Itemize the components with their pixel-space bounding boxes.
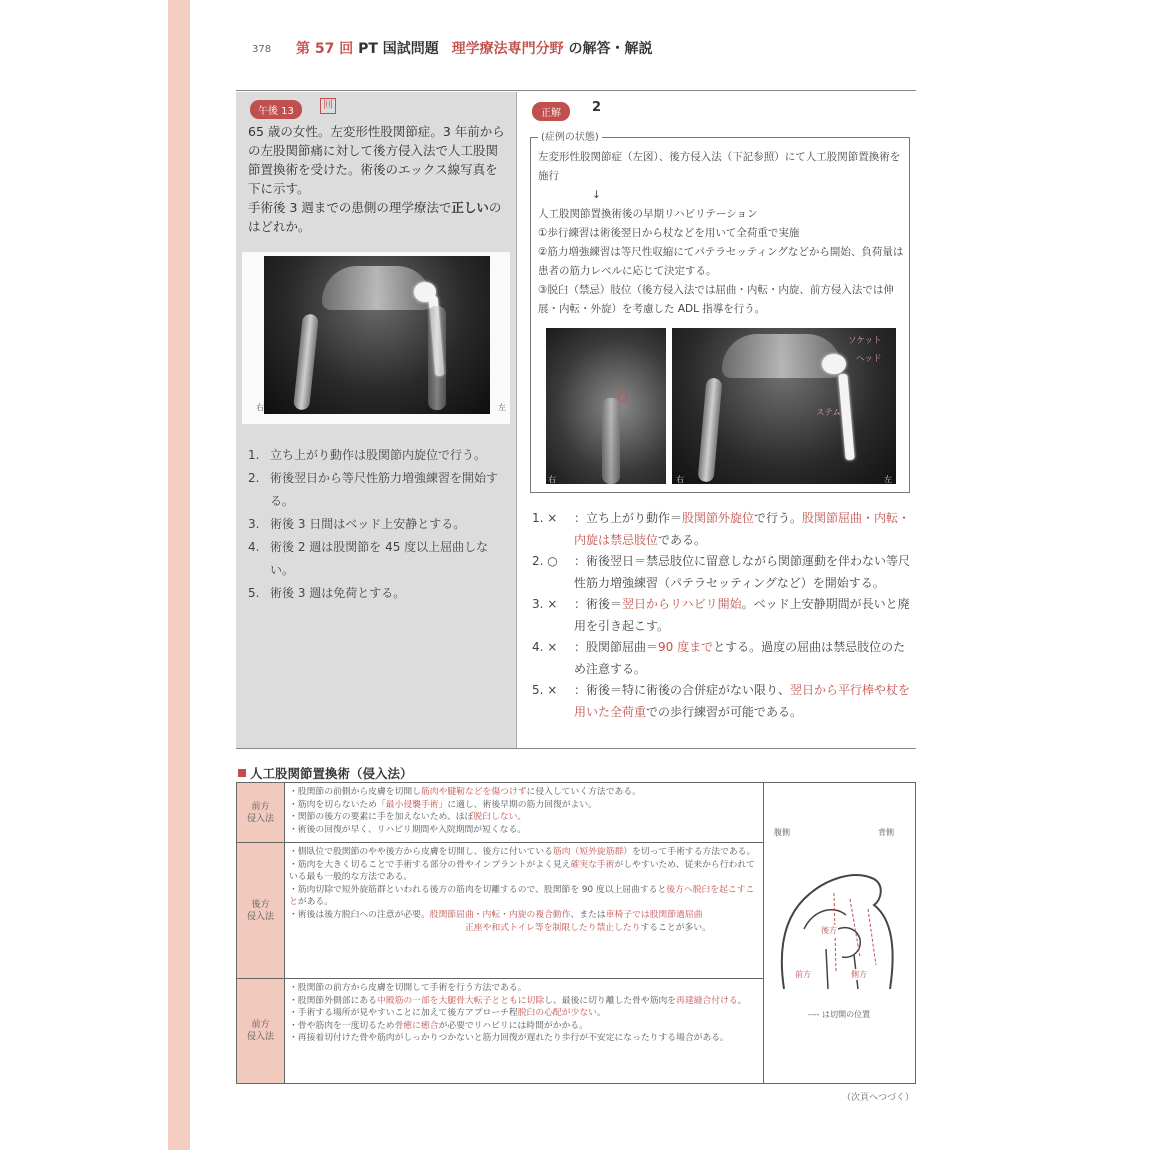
option-number: 2.	[248, 471, 260, 485]
diagram-label-anterior: 前方	[795, 970, 811, 979]
explanation-item	[528, 508, 912, 551]
bullet-square-icon	[238, 769, 246, 777]
row-line: ・筋肉を大きく切ることで手術する部分の骨やインプラントがよく見え確実な手術がしやすいため、従来から行われている最も一般的な方法である。	[289, 859, 755, 883]
option-text: 術後 2 週は股関節を 45 度以上屈曲しない。	[270, 540, 489, 577]
row-line: 正座や和式トイレ等を制限したり禁止したりすることが多い。	[465, 922, 711, 933]
option-list	[248, 444, 510, 605]
question-prompt-em: 正しい	[451, 200, 489, 215]
diagram-label-posterior: 後方	[821, 926, 837, 935]
xray-femur	[602, 398, 620, 484]
explanation-text: ：術後＝特に術後の合併症がない限り、翌日から平行棒や杖を用いた全荷重での歩行練習が可能である。	[574, 683, 911, 719]
case-text	[538, 148, 904, 319]
explanation-number: 2. ○	[532, 554, 558, 568]
explanation-text: ：立ち上がり動作＝股関節外旋位で行う。股関節屈曲・内転・内旋は禁忌肢位である。	[574, 511, 911, 547]
xray-film	[264, 256, 490, 414]
option-number: 3.	[248, 517, 260, 531]
question-badge: 午後 13	[250, 100, 302, 119]
row-line: ・骨や筋肉を一度切るため骨癒に癒合が必要でリハビリには時間がかかる。	[289, 1020, 588, 1031]
row-body	[289, 846, 761, 934]
case-line: 人工股関節置換術後の早期リハビリテーション	[538, 208, 758, 220]
xray-implant-head	[822, 354, 846, 374]
question-mark: 回	[320, 98, 336, 114]
header-exam: PT 国試問題	[358, 41, 439, 57]
option-text: 術後 3 日間はベッド上安静とする。	[270, 517, 466, 531]
question-xray	[242, 252, 510, 424]
question-body: 65 歳の女性。左変形性股関節症。3 年前からの左股関節痛に対して後方侵入法で人工股関節置換術を受けた。術後のエックス線写真を下に示す。	[248, 124, 505, 196]
row-line: ・筋肉切除で短外旋筋群といわれる後方の筋肉を切離するので、股関節を 90 度以上屈曲すると後方へ脱臼を起こすことがある。	[289, 884, 755, 908]
xray-pelvis	[722, 334, 842, 378]
xray-femur-left	[428, 306, 446, 410]
row-line: ・筋肉を切らないため「最小侵襲手術」に適し、術後早期の筋力回復がよい。	[289, 799, 597, 810]
row-body	[289, 786, 761, 836]
table-title-text: 人工股関節置換術（侵入法）	[250, 766, 413, 781]
header-rule	[236, 90, 916, 91]
lesion-marker	[618, 392, 628, 402]
diagram-legend: ---- は切開の位置	[808, 1010, 871, 1019]
margin-strip	[168, 0, 190, 1150]
page-number: 378	[252, 44, 272, 55]
row-line: ・手術する場所が見やすいことに加えて後方アプローチ程脱臼の心配が少ない。	[289, 1008, 606, 1019]
table-row	[237, 843, 763, 979]
table-row	[237, 783, 763, 843]
explanation-number: 5. ×	[532, 683, 558, 697]
case-label: (症例の状態)	[538, 128, 602, 143]
option-number: 5.	[248, 586, 260, 600]
explanation-list	[528, 508, 912, 723]
case-line: ②筋力増強練習は等尺性収縮にてパテラセッティングなどから開始、負荷量は患者の筋力レベルに応じて決定する。	[538, 246, 904, 277]
question-panel	[236, 92, 516, 748]
option-number: 4.	[248, 540, 260, 554]
question-text	[248, 122, 508, 236]
option-item	[248, 513, 510, 536]
explanation-item	[528, 594, 912, 637]
column-divider	[516, 92, 517, 748]
question-prompt-post: のはどれか。	[248, 200, 502, 234]
answer-badge: 正解	[532, 102, 570, 121]
xray-r1-label: 右	[548, 475, 556, 484]
callout-socket: ソケット	[848, 336, 882, 346]
row-header: 前方 侵入法	[237, 979, 285, 1083]
diagram-label-back: 背側	[878, 828, 894, 837]
row-line: ・股関節の前方から皮膚を切開して手術を行う方法である。	[289, 983, 527, 993]
case-line: ①歩行練習は術後翌日から杖などを用いて全荷重で実施	[538, 227, 800, 239]
explanation-number: 4. ×	[532, 640, 558, 654]
option-item	[248, 536, 510, 582]
case-arrow: ↓	[592, 189, 601, 201]
xray-femur-right	[697, 378, 722, 483]
option-text: 立ち上がり動作は股関節内旋位で行う。	[270, 448, 487, 462]
explanation-item	[528, 551, 912, 594]
option-text: 術後翌日から等尺性筋力増強練習を開始する。	[270, 471, 499, 508]
row-line: ・術後は後方脱臼への注意が必要。股関節屈曲・内転・内旋の複合動作、または車椅子では股関節過屈曲	[289, 909, 703, 920]
header-tail: の解答・解説	[568, 41, 653, 57]
xray-r2-label-left: 左	[884, 475, 892, 484]
case-line: ③脱臼（禁忌）肢位（後方侵入法では屈曲・内転・内旋、前方侵入法では伸展・内転・外旋）を考慮した ADL 指導を行う。	[538, 284, 894, 315]
case-xray-postop	[672, 328, 896, 484]
option-item	[248, 444, 510, 467]
header-session: 第 57 回	[296, 41, 354, 57]
question-prompt-pre: 手術後 3 週までの患側の理学療法で	[248, 200, 452, 215]
table-row	[237, 979, 763, 1083]
row-line: ・再接着切付けた骨や筋肉がしっかりつかないと筋力回復が遅れたり歩行が不安定になったりする場合がある。	[289, 1033, 729, 1044]
xray-label-right: 右	[256, 403, 264, 412]
diagram-label-lateral: 側方	[851, 970, 867, 979]
row-line: ・術後の回復が早く、リハビリ期間や入院期間が短くなる。	[289, 824, 527, 835]
table-title	[238, 764, 413, 782]
case-line: 左変形性股関節症（左図）、後方侵入法（下記参照）にて人工股関節置換術を施行	[538, 151, 901, 182]
case-xray-preop	[546, 328, 666, 484]
page-header	[296, 38, 653, 58]
xray-r2-label-right: 右	[676, 475, 684, 484]
xray-femur-right	[293, 313, 319, 410]
row-line: ・股関節の前側から皮膚を切開し筋肉や腱靭などを傷つけずに侵入していく方法である。	[289, 787, 641, 797]
explanation-number: 3. ×	[532, 597, 558, 611]
option-number: 1.	[248, 448, 260, 462]
xray-label-left: 左	[498, 403, 506, 412]
diagram-label-front: 腹側	[774, 828, 790, 837]
continued-note: （次頁へつづく）	[841, 1093, 914, 1103]
explanation-item	[528, 637, 912, 680]
explanation-text: ：術後＝翌日からリハビリ開始。ベッド上安静期間が長いと廃用を引き起こす。	[574, 597, 910, 633]
answer-value: 2	[592, 100, 602, 115]
section-rule	[236, 748, 916, 749]
option-item	[248, 467, 510, 513]
row-line: ・側臥位で股関節のやや後方から皮膚を切開し、後方に付いている筋肉（短外旋筋群）を切って手術する方法である。	[289, 847, 756, 857]
explanation-text: ：股関節屈曲＝90 度までとする。過度の屈曲は禁忌肢位のため注意する。	[574, 640, 906, 676]
approach-table	[236, 782, 916, 1084]
row-line: ・股関節外側部にある中殿筋の一部を大腿骨大転子とともに切除し、最後に切り離した骨や筋肉を再建縫合付ける。	[289, 995, 747, 1006]
explanation-text: ：術後翌日＝禁忌肢位に留意しながら関節運動を伴わない等尺性筋力増強練習（パテラセッティングなど）を開始する。	[574, 554, 911, 590]
explanation-number: 1. ×	[532, 511, 558, 525]
row-line: ・関節の後方の要素に手を加えないため、ほぼ脱臼しない。	[289, 812, 527, 823]
row-header: 後方 侵入法	[237, 843, 285, 978]
hip-diagram	[763, 783, 915, 1083]
explanation-item	[528, 680, 912, 723]
row-body	[289, 982, 761, 1045]
callout-stem: ステム	[816, 408, 841, 418]
option-text: 術後 3 週は免荷とする。	[270, 586, 406, 600]
callout-head: ヘッド	[856, 354, 882, 364]
option-item	[248, 582, 510, 605]
header-field: 理学療法専門分野	[451, 41, 564, 57]
row-header: 前方 侵入法	[237, 783, 285, 842]
